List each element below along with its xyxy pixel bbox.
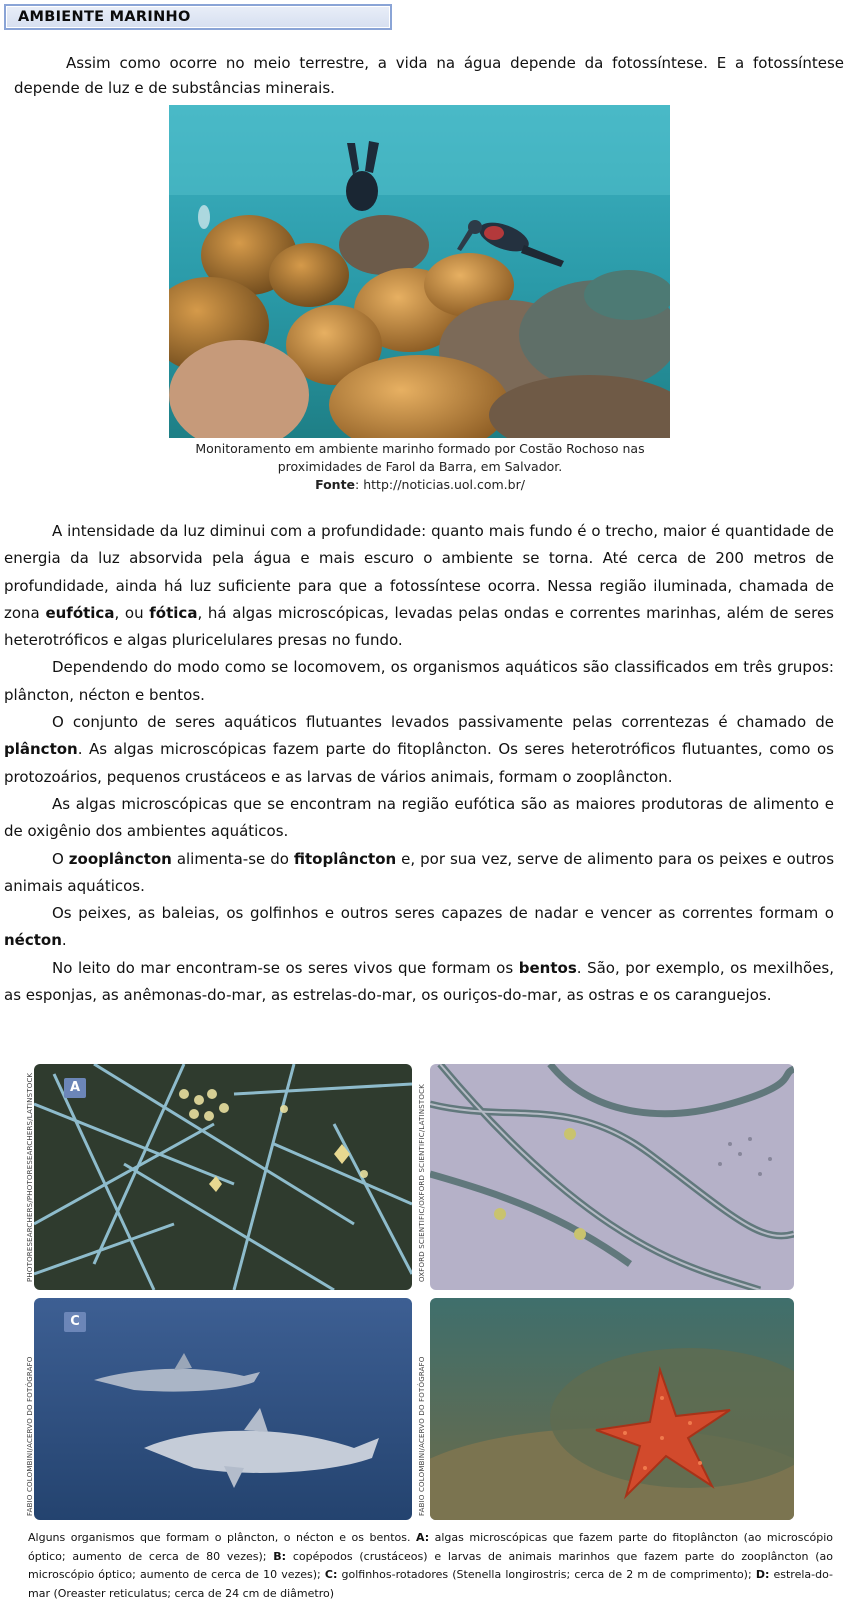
paragraph-text: , há algas microscópicas, levadas pelas ondas e correntes marinhas, além de seres heterotróficos e algas pluricelulares presas no fundo. bbox=[4, 603, 834, 650]
starfish-illustration bbox=[430, 1298, 794, 1520]
figure-a-phytoplankton bbox=[34, 1064, 412, 1290]
caption-label-c: C: bbox=[324, 1568, 338, 1581]
intro-paragraph bbox=[14, 51, 844, 101]
term-photic: fótica bbox=[149, 603, 198, 622]
organisms-caption bbox=[28, 1529, 833, 1603]
zooplankton-illustration bbox=[430, 1064, 794, 1290]
term-benthos: bentos bbox=[518, 958, 577, 977]
diving-photo bbox=[169, 105, 670, 438]
title-box bbox=[4, 4, 392, 30]
page-title: AMBIENTE MARINHO bbox=[18, 9, 191, 25]
figure-d-starfish bbox=[430, 1298, 794, 1520]
figure-c-dolphins bbox=[34, 1298, 412, 1520]
paragraph-text: No leito do mar encontram-se os seres vivos que formam os bbox=[52, 958, 519, 977]
paragraph-light bbox=[4, 518, 834, 654]
body-text bbox=[4, 518, 834, 1009]
dolphins-illustration bbox=[34, 1298, 412, 1520]
source-url: : http://noticias.uol.com.br/ bbox=[355, 477, 525, 492]
paragraph-producers bbox=[4, 791, 834, 846]
paragraph-text: , ou bbox=[114, 603, 150, 622]
paragraph-text: alimenta-se do bbox=[171, 849, 294, 868]
intro-text: Assim como ocorre no meio terrestre, a vida na água depende da fotossíntese. E a fotossíntese depende de luz e de substâncias minerais. bbox=[14, 54, 844, 97]
paragraph-groups bbox=[4, 654, 834, 709]
paragraph-text: . As algas microscópicas fazem parte do fitoplâncton. Os seres heterotróficos flutuantes, como os protozoários, pequenos crustáceos e as larvas de vários animais, formam o zooplâncton. bbox=[4, 740, 834, 786]
paragraph-text: Dependendo do modo como se locomovem, os organismos aquáticos são classificados em três grupos: plâncton, nécton e bentos. bbox=[4, 658, 834, 704]
paragraph-text: O conjunto de seres aquáticos flutuantes levados passivamente pelas correntezas é chamado de bbox=[52, 713, 834, 732]
figure-a-badge: A bbox=[64, 1078, 86, 1098]
diver-left bbox=[198, 205, 210, 229]
phytoplankton-illustration bbox=[34, 1064, 412, 1290]
paragraph-nekton bbox=[4, 900, 834, 955]
caption-text-d: estrela-do-mar (Oreaster reticulatus; cerca de 24 cm de diâmetro) bbox=[28, 1568, 833, 1600]
paragraph-text: . bbox=[61, 931, 67, 950]
paragraph-text: . São, por exemplo, os mexilhões, as esponjas, as anêmonas-do-mar, as estrelas-do-mar, os ouriços-do-mar, as ostras e os caranguejos. bbox=[4, 958, 835, 1005]
figure-c-credit: FABIO COLOMBINI/ACERVO DO FOTÓGRAFO bbox=[26, 1356, 34, 1516]
figure-c-badge: C bbox=[64, 1312, 86, 1332]
figure-d-credit: FABIO COLOMBINI/ACERVO DO FOTÓGRAFO bbox=[418, 1356, 426, 1516]
figure-b-credit: OXFORD SCIENTIFIC/OXFORD SCIENTIFIC/LATINSTOCK bbox=[418, 1084, 426, 1282]
figure-b-zooplankton bbox=[430, 1064, 794, 1290]
paragraph-benthos bbox=[4, 955, 834, 1010]
term-plankton: plâncton bbox=[4, 740, 78, 759]
paragraph-text: Os peixes, as baleias, os golfinhos e outros seres capazes de nadar e vencer as correntes formam o bbox=[52, 904, 834, 923]
paragraph-zooplankton bbox=[4, 846, 834, 901]
paragraph-text: O bbox=[52, 849, 69, 868]
term-zooplankton: zooplâncton bbox=[68, 849, 172, 868]
caption-label-a: A: bbox=[416, 1531, 430, 1544]
term-nekton: nécton bbox=[4, 931, 62, 950]
caption-label-b: B: bbox=[273, 1549, 287, 1563]
caption-label-d: D: bbox=[755, 1568, 770, 1581]
paragraph-text: A intensidade da luz diminui com a profundidade: quanto mais fundo é o trecho, maior é quantidade de energia da luz absorvida pela água e mais escuro o ambiente se torna. Até cerca de 200 metros de profundidade, ainda há luz suficiente para que a fotossíntese ocorra. Nessa região iluminada, chamada de zona bbox=[4, 522, 834, 622]
photo-source bbox=[160, 476, 680, 494]
term-euphotic: eufótica bbox=[45, 603, 115, 622]
organisms-figure bbox=[26, 1064, 826, 1524]
photo-caption-line1: Monitoramento em ambiente marinho formado por Costão Rochoso nas bbox=[195, 441, 645, 456]
caption-text-b: copépodos (crustáceos) e larvas de animais marinhos que fazem parte do zooplâncton (ao microscópio óptico; aumento de cerca de 10 vezes); bbox=[28, 1549, 833, 1581]
source-label: Fonte bbox=[315, 477, 356, 492]
caption-text-a: algas microscópicas que fazem parte do fitoplâncton (ao microscópio óptico; aumento de cerca de 80 vezes); bbox=[28, 1531, 833, 1563]
paragraph-text: e, por sua vez, serve de alimento para os peixes e outros animais aquáticos. bbox=[4, 849, 835, 895]
reef-photo-illustration bbox=[169, 105, 670, 438]
paragraph-text: As algas microscópicas que se encontram na região eufótica são as maiores produtoras de alimento e de oxigênio dos ambientes aquáticos. bbox=[4, 794, 834, 841]
caption-text-c: golfinhos-rotadores (Stenella longirostris; cerca de 2 m de comprimento); bbox=[337, 1568, 756, 1581]
photo-caption-line2: proximidades de Farol da Barra, em Salvador. bbox=[277, 459, 563, 474]
caption-intro: Alguns organismos que formam o plâncton, o nécton e os bentos. bbox=[28, 1531, 416, 1544]
paragraph-plankton bbox=[4, 709, 834, 791]
photo-caption bbox=[160, 440, 680, 494]
figure-a-credit: PHOTORESEARCHERS/PHOTORESEARCHERS/LATINSTOCK bbox=[26, 1072, 34, 1282]
term-phytoplankton: fitoplâncton bbox=[293, 849, 397, 868]
